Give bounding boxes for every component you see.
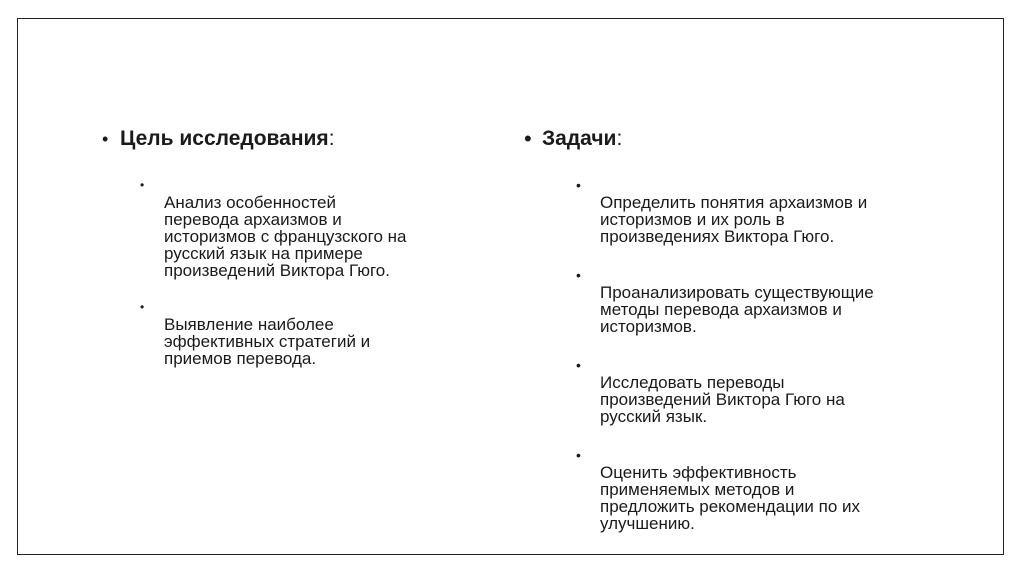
goal-heading-text: Цель исследования: [120, 127, 329, 150]
list-item-text: Проанализировать существующие методы перевода архаизмов и историзмов.: [600, 283, 874, 336]
tasks-heading-colon: :: [616, 127, 623, 150]
bullet-icon: •: [524, 126, 532, 151]
bullet-icon: •: [576, 447, 581, 463]
list-item-text: Выявление наиболее эффективных стратегий и приемов перевода.: [164, 315, 371, 368]
bullet-icon: •: [576, 267, 581, 283]
tasks-heading-text: Задачи: [542, 127, 617, 150]
bullet-icon: •: [576, 177, 581, 193]
tasks-column: [524, 125, 904, 554]
goal-heading: [102, 125, 462, 153]
tasks-list: [524, 177, 904, 532]
list-item: [140, 299, 462, 368]
list-item-text: Оценить эффективность применяемых методов и предложить рекомендации по их улучшению.: [600, 463, 860, 533]
list-item-text: Анализ особенностей перевода архаизмов и историзмов с французского на русский язык на примере произведений Виктора Гюго.: [164, 193, 407, 280]
list-item: [576, 447, 904, 533]
goal-column: [102, 125, 462, 387]
tasks-heading: [524, 125, 904, 153]
slide: [17, 18, 1004, 555]
bullet-icon: •: [102, 129, 109, 149]
list-item-text: Определить понятия архаизмов и историзмов и их роль в произведениях Виктора Гюго.: [600, 193, 868, 246]
goal-heading-colon: :: [328, 127, 335, 150]
list-item: [576, 357, 904, 426]
bullet-icon: •: [576, 357, 581, 373]
list-item-text: Исследовать переводы произведений Виктора Гюго на русский язык.: [600, 373, 845, 426]
list-item: [576, 267, 904, 336]
bullet-icon: •: [140, 300, 145, 314]
bullet-icon: •: [140, 178, 145, 192]
list-item: [140, 177, 462, 280]
list-item: [576, 177, 904, 246]
goal-list: [102, 177, 462, 367]
